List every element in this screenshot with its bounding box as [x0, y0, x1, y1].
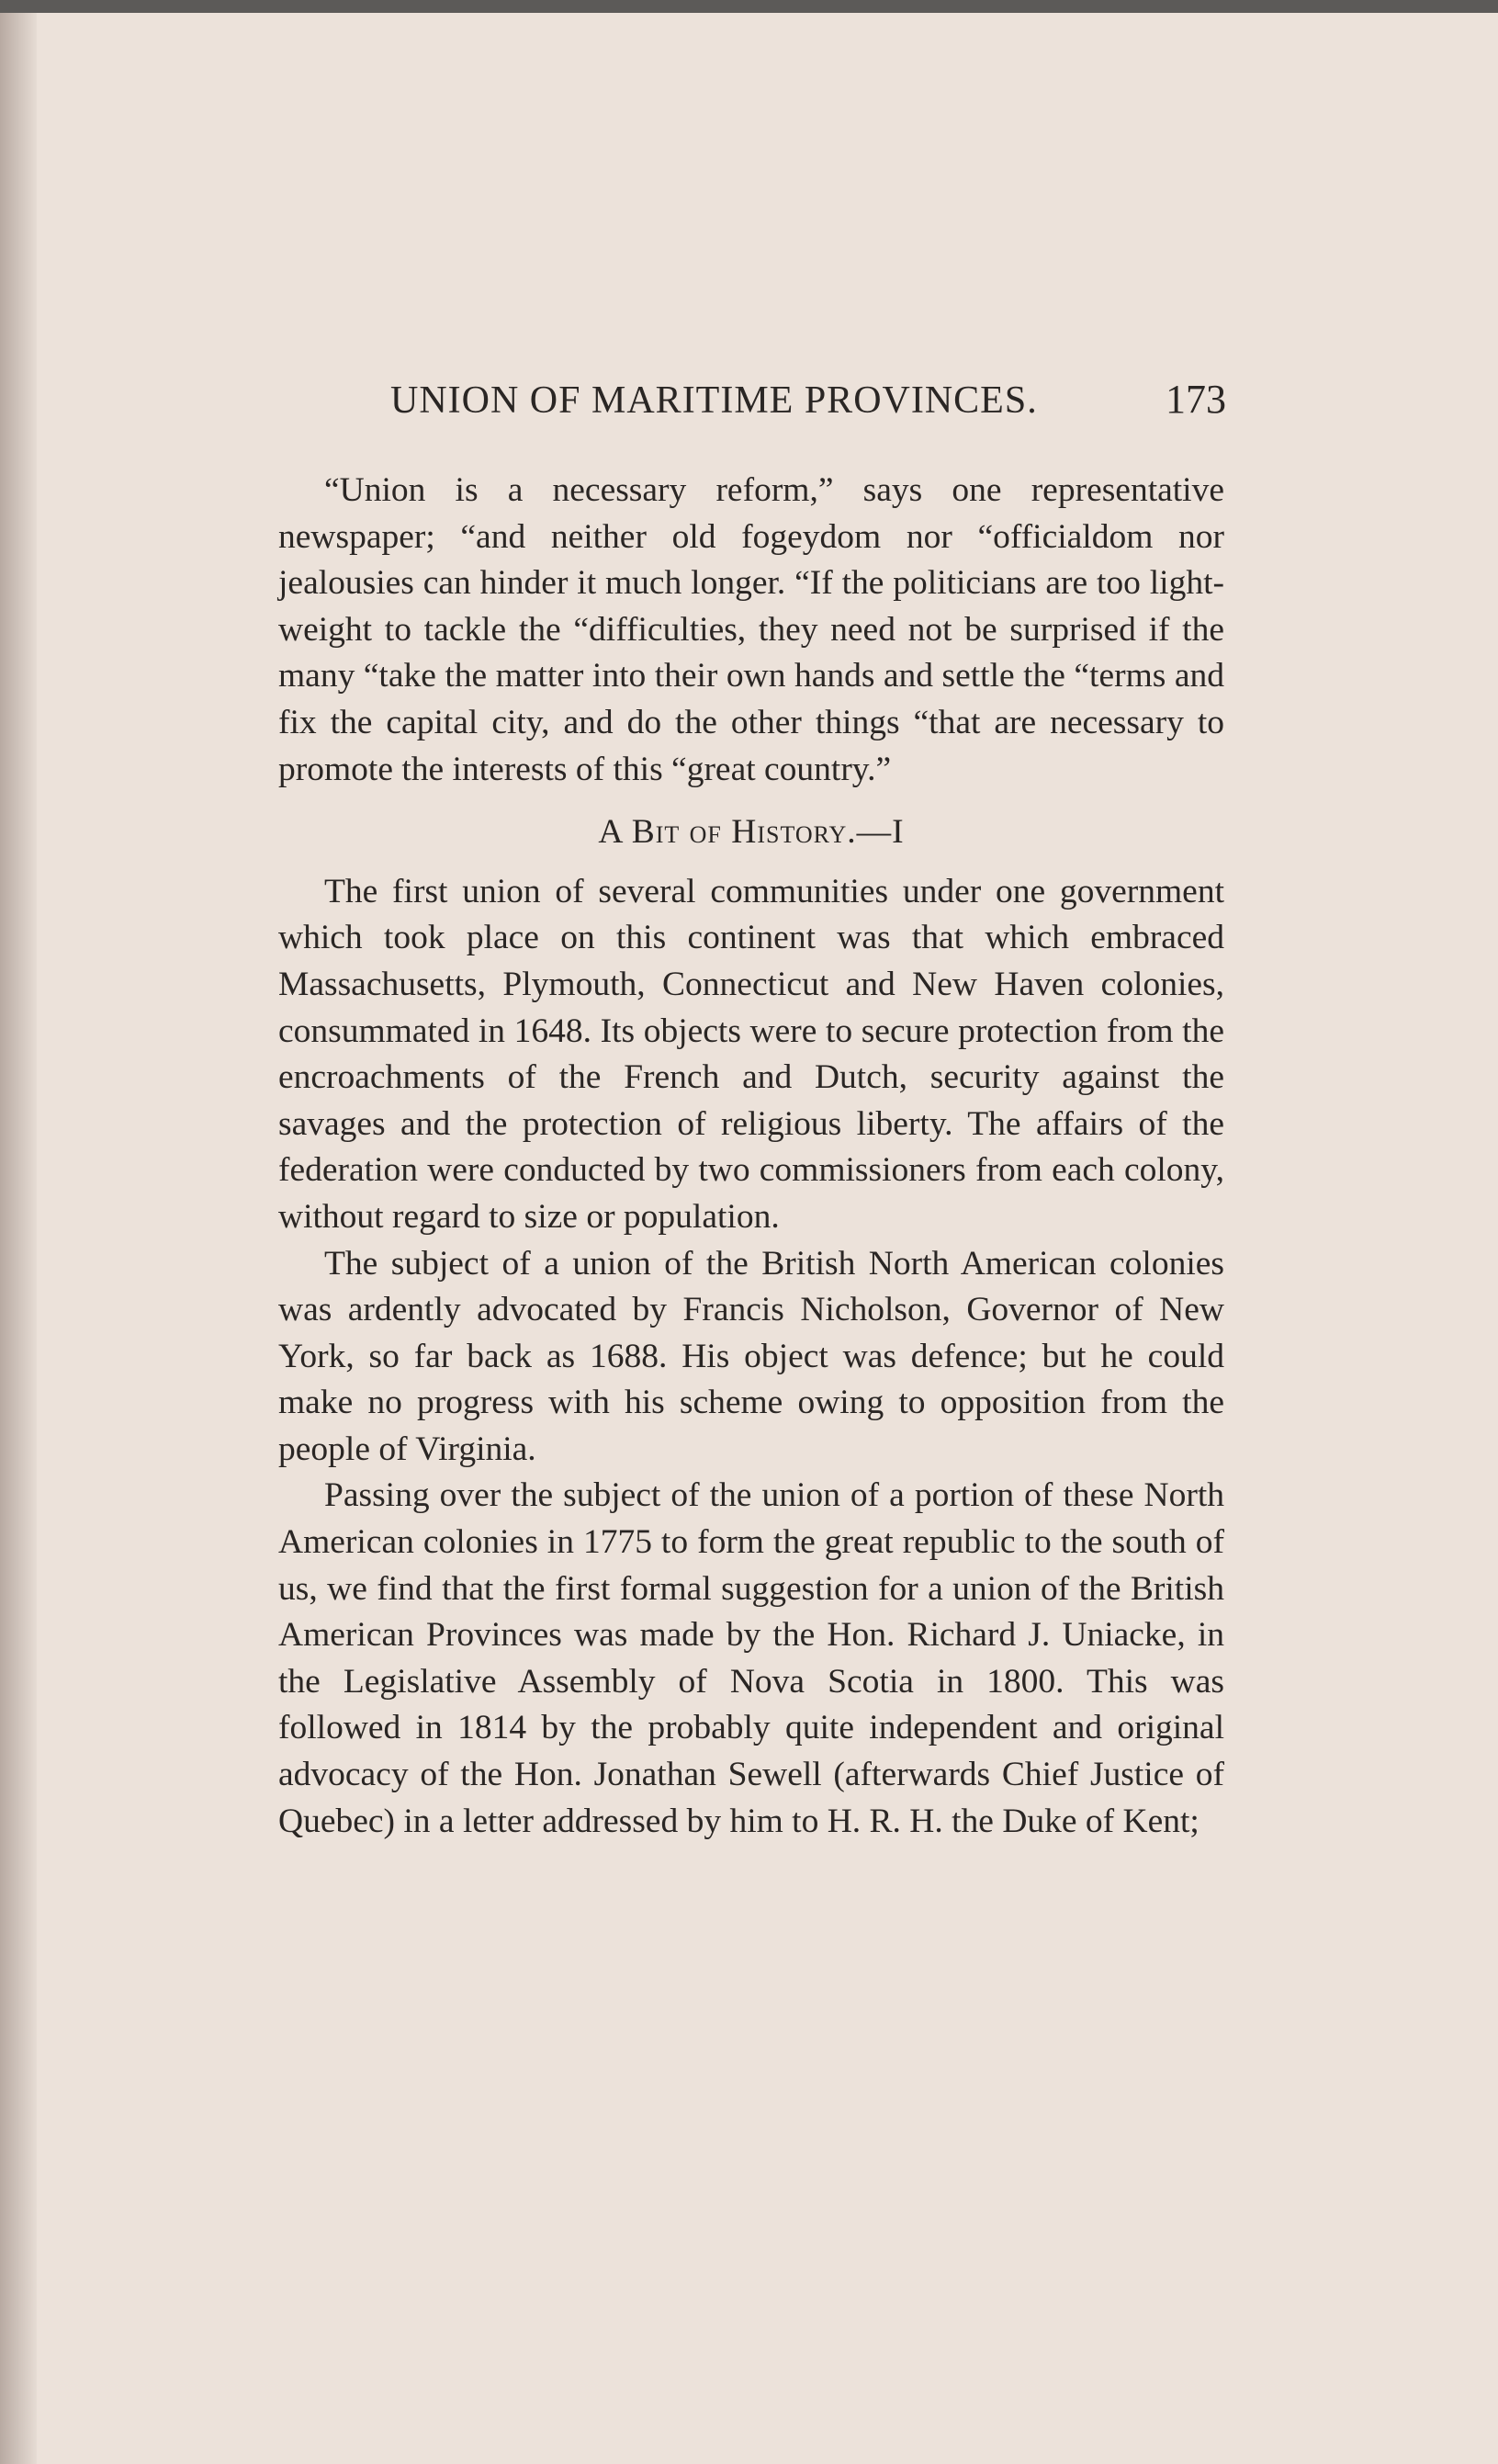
body-text [278, 468, 1224, 1845]
section-heading: A Bit of History.—I [598, 813, 905, 852]
running-head [390, 376, 1226, 440]
quoted-paragraph: “Union is a necessary reform,” says one representative newspaper; “and neither old fogeydom nor “officialdom nor jealousies can hinder it much longer. “If the politicians are too light-weight to tackle the “difficulties, they need not be surprised if the many “take the matter into their own hands and settle the “terms and fix the capital city, and do the other things “that are necessary to promote the interests of this “great country.” [278, 471, 1224, 788]
page-gutter-shadow [0, 13, 37, 2464]
paragraph-nicholson: The subject of a union of the British North American colonies was ardently advocated by Francis Nicholson, Governor of New York, so far back as 1688. His object was defence; but he could make no progress with his scheme owing to opposition from the people of Virginia. [278, 1244, 1224, 1468]
running-head-title: UNION OF MARITIME PROVINCES. [390, 379, 1038, 422]
paragraph-uniacke-sewell: Passing over the subject of the union of a portion of these North American colonies in 1775 to form the great republic to the south of us, we find that the first formal suggestion for a union of the British American Provinces was made by the Hon. Richard J. Uniacke, in the Legislative Assembly of Nova Scotia in 1800. This was followed in 1814 by the probably quite independent and original advocacy of the Hon. Jonathan Sewell (afterwards Chief Justice of Quebec) in a letter addressed by him to H. R. H. the Duke of Kent; [278, 1476, 1224, 1840]
paragraph-first-union: The first union of several communities under one government which took place on this continent was that which embraced Massachusetts, Plymouth, Connecticut and New Haven colonies, consummated in 1648. Its objects were to secure protection from the encroachments of the French and Dutch, security against the savages and the protection of religious liberty. The affairs of the federation were conducted by two commissioners from each colony, without regard to size or population. [278, 872, 1224, 1236]
page-number: 173 [1166, 377, 1226, 422]
